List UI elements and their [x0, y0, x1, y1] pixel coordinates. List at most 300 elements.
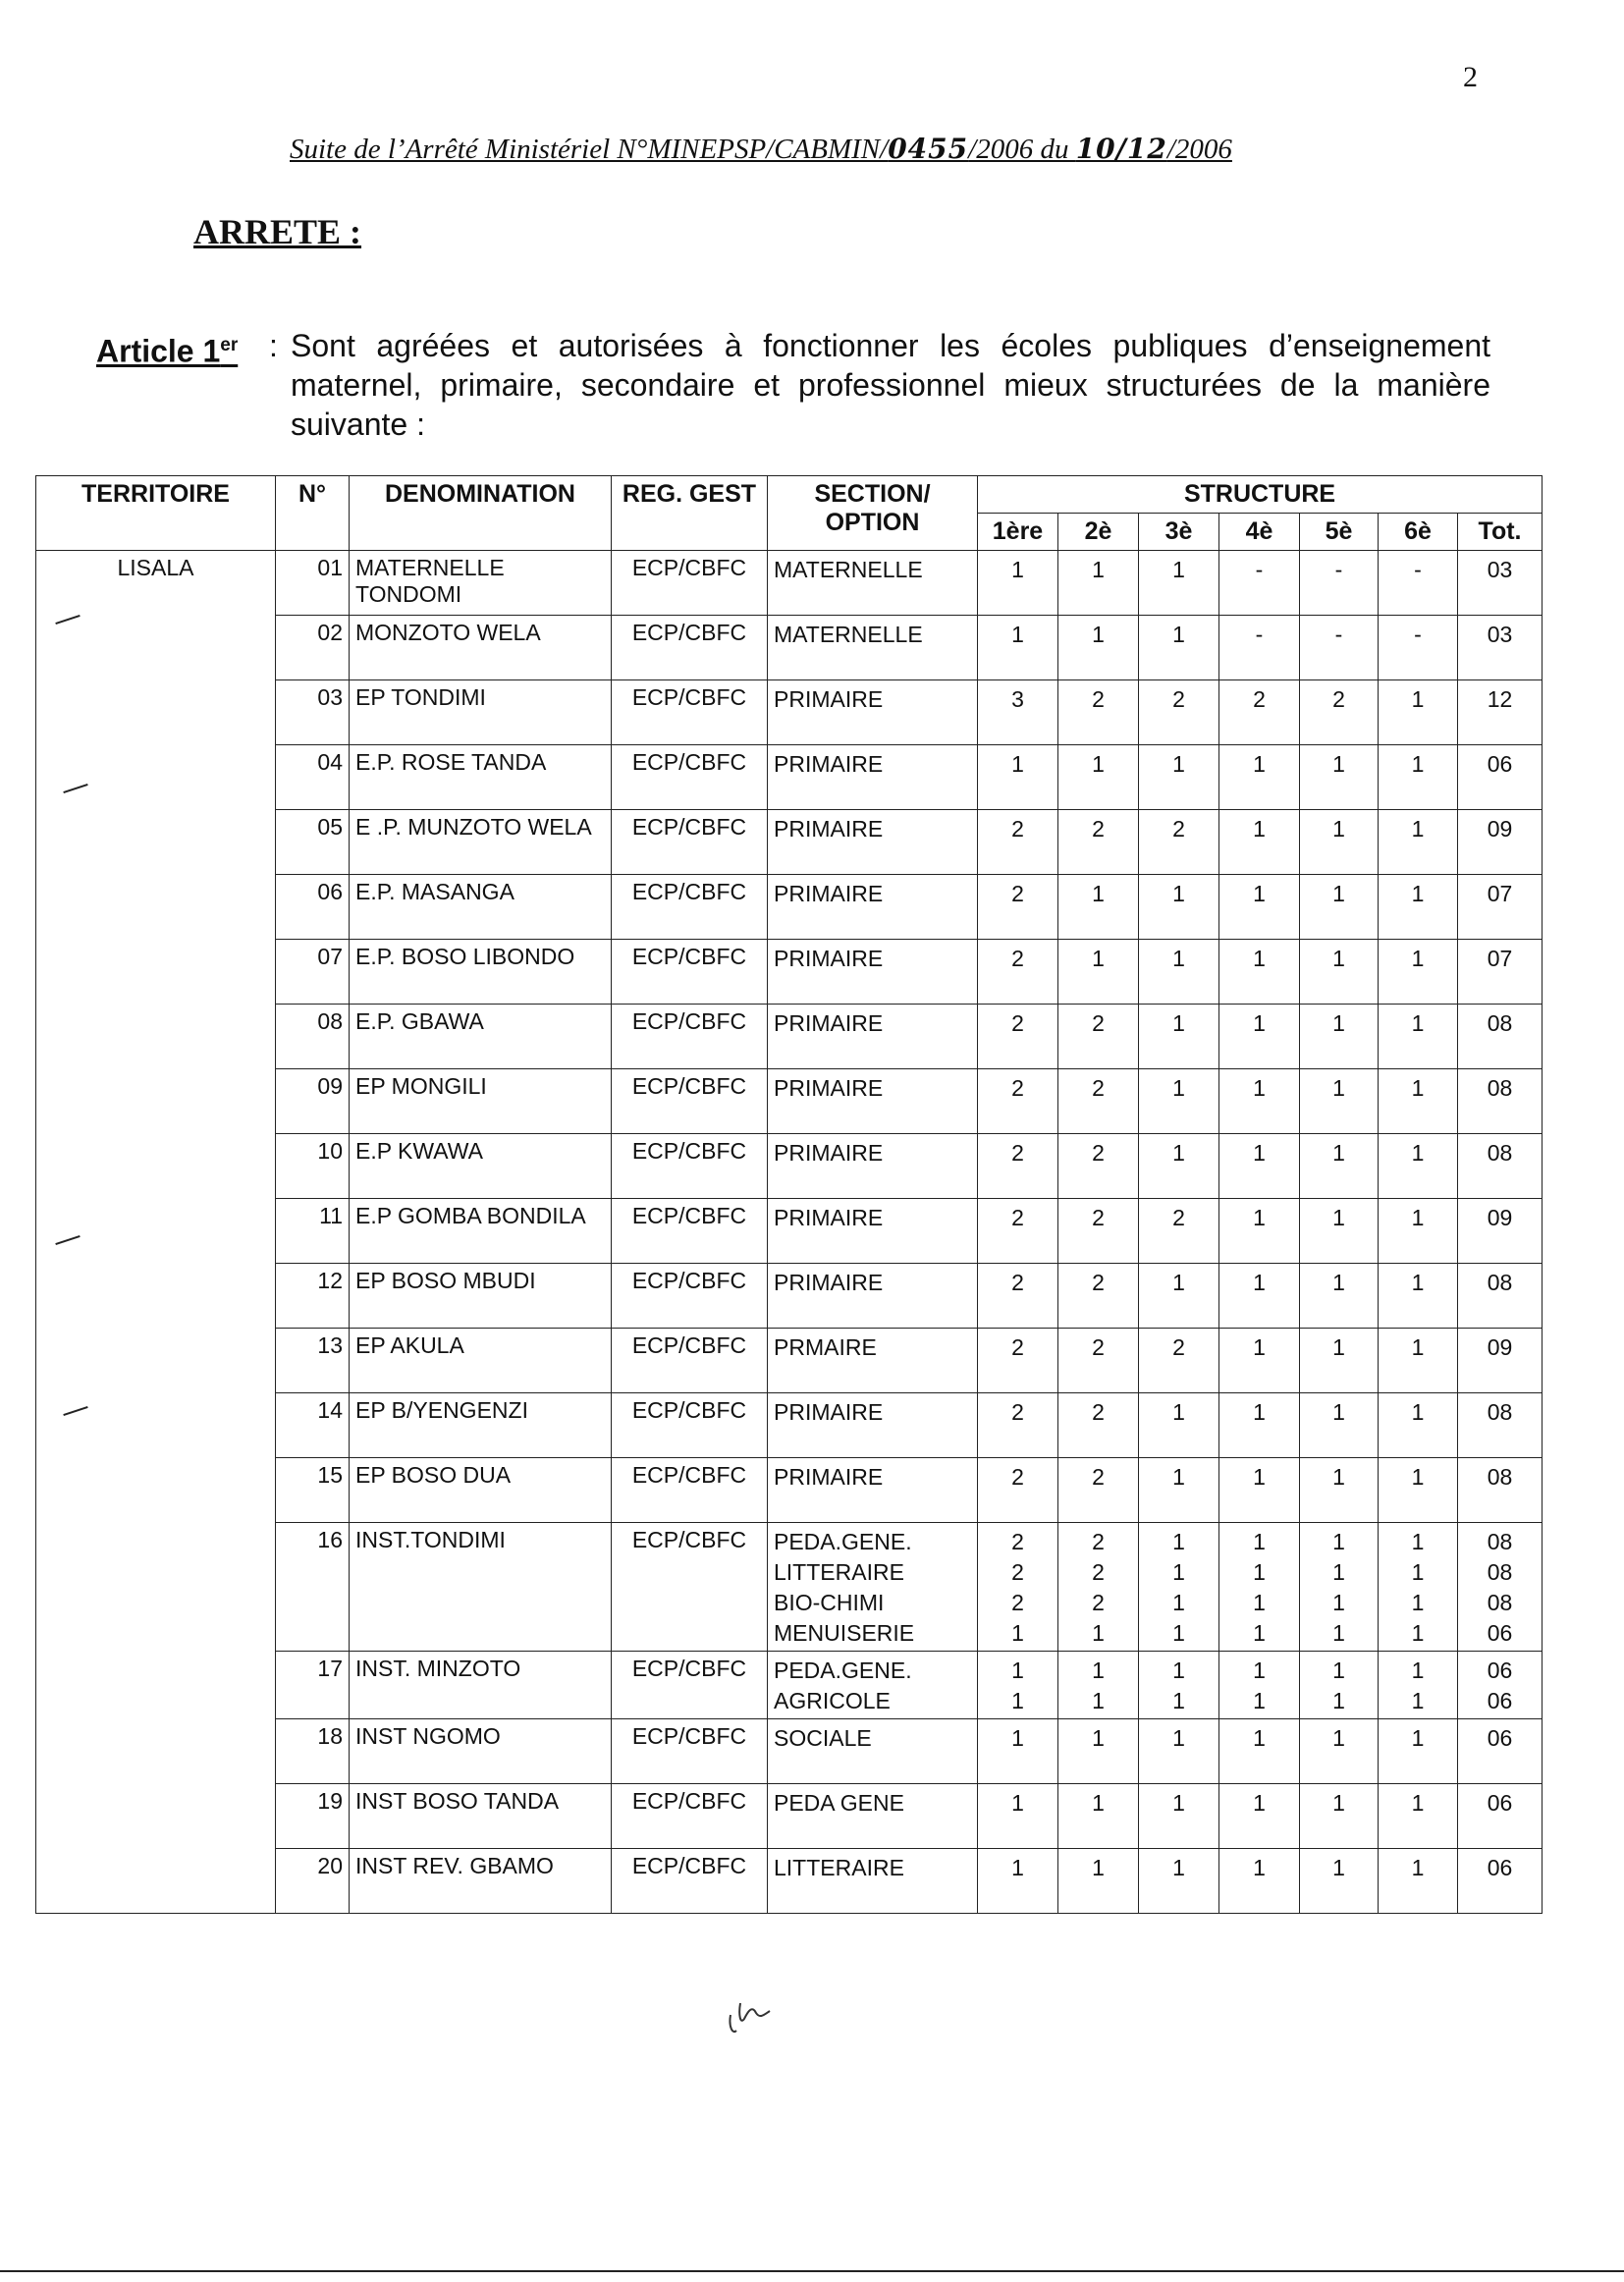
year-3-value: 1 [1172, 1620, 1185, 1646]
year-1-value: 2 [1011, 1334, 1024, 1360]
year-4-cell [1219, 1069, 1300, 1134]
school-name: E.P. MASANGA [350, 875, 612, 940]
year-2-cell [1058, 551, 1139, 616]
year-1-cell [978, 940, 1058, 1005]
year-5-value: 1 [1332, 1464, 1345, 1490]
year-2-cell [1058, 1069, 1139, 1134]
total-cell [1458, 810, 1543, 875]
year-3-value: 1 [1172, 1075, 1185, 1101]
school-name: E.P. BOSO LIBONDO [350, 940, 612, 1005]
header-section-option: SECTION/ OPTION [768, 476, 978, 551]
total-value: 07 [1487, 881, 1513, 906]
school-number: 17 [276, 1652, 350, 1719]
year-5-cell [1300, 1264, 1379, 1329]
year-3-cell [1139, 1264, 1219, 1329]
schools-structure-table [35, 475, 1543, 1914]
school-number: 10 [276, 1134, 350, 1199]
reg-gest: ECP/CBFC [612, 1523, 768, 1652]
year-6-value: 1 [1411, 1399, 1425, 1425]
total-value: 08 [1487, 1464, 1513, 1490]
total-value: 06 [1487, 751, 1513, 777]
year-6-value: 1 [1411, 1010, 1425, 1036]
reg-gest: ECP/CBFC [612, 551, 768, 616]
reg-gest: ECP/CBFC [612, 680, 768, 745]
section-option-cell [768, 551, 978, 616]
header-year-6: 6è [1379, 514, 1458, 551]
year-6-value: 1 [1411, 946, 1425, 971]
year-1-value: 2 [1011, 946, 1024, 971]
year-4-cell [1219, 1849, 1300, 1914]
school-name: E.P GOMBA BONDILA [350, 1199, 612, 1264]
year-5-value: 1 [1332, 1010, 1345, 1036]
year-3-cell [1139, 1784, 1219, 1849]
year-2-value: 1 [1092, 1657, 1105, 1683]
year-2-value: 2 [1092, 1334, 1105, 1360]
total-value: 06 [1487, 1657, 1513, 1683]
year-5-cell [1300, 940, 1379, 1005]
total-value: 12 [1487, 686, 1513, 712]
total-cell [1458, 1264, 1543, 1329]
total-cell [1458, 1329, 1543, 1393]
total-value: 08 [1487, 1529, 1513, 1554]
school-number: 16 [276, 1523, 350, 1652]
section-option-cell [768, 1393, 978, 1458]
year-1-cell [978, 1458, 1058, 1523]
school-number: 09 [276, 1069, 350, 1134]
year-6-cell [1379, 1134, 1458, 1199]
year-4-cell [1219, 1652, 1300, 1719]
section-option-cell [768, 1134, 978, 1199]
year-4-value: 1 [1253, 1725, 1266, 1751]
year-1-cell [978, 1134, 1058, 1199]
year-2-value: 2 [1092, 1559, 1105, 1585]
page-bottom-rule [0, 2270, 1624, 2272]
year-5-value: 1 [1332, 1399, 1345, 1425]
year-6-value: 1 [1411, 1620, 1425, 1646]
year-2-value: 2 [1092, 1205, 1105, 1230]
year-6-cell [1379, 1329, 1458, 1393]
year-6-value: 1 [1411, 1855, 1425, 1880]
reg-gest: ECP/CBFC [612, 1199, 768, 1264]
year-5-cell [1300, 1069, 1379, 1134]
territoire-cell: LISALA [36, 551, 276, 1914]
year-4-value: 1 [1253, 1529, 1266, 1554]
school-number: 01 [276, 551, 350, 616]
section-option-value: PRIMAIRE [774, 1399, 884, 1425]
year-3-value: 1 [1172, 881, 1185, 906]
year-3-value: 2 [1172, 1334, 1185, 1360]
year-2-cell [1058, 1784, 1139, 1849]
year-1-value: 2 [1011, 1559, 1024, 1585]
reg-gest: ECP/CBFC [612, 616, 768, 680]
school-name: EP BOSO DUA [350, 1458, 612, 1523]
year-1-cell [978, 810, 1058, 875]
header-year-1: 1ère [978, 514, 1058, 551]
year-2-value: 1 [1092, 1725, 1105, 1751]
reg-gest: ECP/CBFC [612, 1719, 768, 1784]
year-6-value: 1 [1411, 1334, 1425, 1360]
year-6-value: - [1414, 557, 1422, 582]
total-value: 08 [1487, 1270, 1513, 1295]
section-option-value: PRIMAIRE [774, 751, 884, 777]
year-1-value: 1 [1011, 1855, 1024, 1880]
section-option-value: MATERNELLE [774, 557, 923, 582]
year-3-cell [1139, 745, 1219, 810]
reg-gest: ECP/CBFC [612, 1005, 768, 1069]
year-2-value: 2 [1092, 1590, 1105, 1615]
year-5-cell [1300, 551, 1379, 616]
section-option-cell [768, 616, 978, 680]
year-2-cell [1058, 680, 1139, 745]
year-5-value: 1 [1332, 1140, 1345, 1166]
year-2-value: 2 [1092, 1399, 1105, 1425]
year-2-cell [1058, 1849, 1139, 1914]
year-1-cell [978, 1005, 1058, 1069]
school-number: 13 [276, 1329, 350, 1393]
reg-gest: ECP/CBFC [612, 1329, 768, 1393]
header-total: Tot. [1458, 514, 1543, 551]
article-1 [96, 326, 1490, 444]
total-value: 06 [1487, 1620, 1513, 1646]
year-2-cell [1058, 1264, 1139, 1329]
year-4-cell [1219, 1719, 1300, 1784]
year-5-value: 1 [1332, 1620, 1345, 1646]
section-option-cell [768, 1784, 978, 1849]
year-1-cell [978, 1523, 1058, 1652]
year-3-value: 1 [1172, 1529, 1185, 1554]
total-cell [1458, 1199, 1543, 1264]
reg-gest: ECP/CBFC [612, 1784, 768, 1849]
year-5-cell [1300, 1523, 1379, 1652]
school-number: 11 [276, 1199, 350, 1264]
year-2-cell [1058, 1719, 1139, 1784]
section-option-value: PRIMAIRE [774, 881, 884, 906]
total-cell [1458, 1069, 1543, 1134]
section-option-cell [768, 1005, 978, 1069]
year-1-value: 2 [1011, 1270, 1024, 1295]
year-6-cell [1379, 680, 1458, 745]
year-3-value: 1 [1172, 1855, 1185, 1880]
year-1-cell [978, 1199, 1058, 1264]
reg-gest: ECP/CBFC [612, 1849, 768, 1914]
year-3-value: 1 [1172, 1464, 1185, 1490]
section-option-value: PEDA.GENE. [774, 1657, 912, 1683]
year-2-value: 1 [1092, 1855, 1105, 1880]
section-option-value: LITTERAIRE [774, 1855, 904, 1880]
year-5-value: 1 [1332, 1657, 1345, 1683]
year-1-cell [978, 1264, 1058, 1329]
total-value: 08 [1487, 1010, 1513, 1036]
article-label [96, 326, 238, 371]
year-6-value: 1 [1411, 1529, 1425, 1554]
year-1-value: 2 [1011, 1075, 1024, 1101]
reg-gest: ECP/CBFC [612, 1134, 768, 1199]
article-label-sup: er [220, 335, 239, 355]
year-1-value: 1 [1011, 751, 1024, 777]
article-colon: : [269, 328, 278, 363]
year-1-cell [978, 1329, 1058, 1393]
year-6-value: 1 [1411, 1559, 1425, 1585]
year-5-value: 1 [1332, 1855, 1345, 1880]
year-6-cell [1379, 1069, 1458, 1134]
reg-gest: ECP/CBFC [612, 745, 768, 810]
school-name: EP MONGILI [350, 1069, 612, 1134]
year-3-cell [1139, 680, 1219, 745]
year-4-cell [1219, 1264, 1300, 1329]
year-5-cell [1300, 680, 1379, 745]
year-3-cell [1139, 1199, 1219, 1264]
year-1-cell [978, 551, 1058, 616]
year-6-cell [1379, 1719, 1458, 1784]
school-name: EP BOSO MBUDI [350, 1264, 612, 1329]
year-5-cell [1300, 1134, 1379, 1199]
section-option-cell [768, 745, 978, 810]
school-number: 07 [276, 940, 350, 1005]
total-value: 08 [1487, 1399, 1513, 1425]
year-6-cell [1379, 1199, 1458, 1264]
year-3-value: 1 [1172, 1590, 1185, 1615]
year-5-value: 1 [1332, 1725, 1345, 1751]
year-6-cell [1379, 616, 1458, 680]
year-4-value: 1 [1253, 816, 1266, 842]
decree-date-handwritten: 10/12 [1075, 133, 1167, 165]
year-6-value: 1 [1411, 751, 1425, 777]
section-option-cell [768, 1523, 978, 1652]
total-cell [1458, 551, 1543, 616]
school-number: 02 [276, 616, 350, 680]
section-option-value: AGRICOLE [774, 1688, 891, 1713]
year-5-value: 1 [1332, 946, 1345, 971]
year-5-cell [1300, 1458, 1379, 1523]
year-5-cell [1300, 1719, 1379, 1784]
year-4-cell [1219, 940, 1300, 1005]
year-3-value: 1 [1172, 1790, 1185, 1816]
year-5-cell [1300, 875, 1379, 940]
year-5-value: 1 [1332, 751, 1345, 777]
year-5-value: 1 [1332, 1075, 1345, 1101]
decree-year-middle: /2006 du [968, 134, 1076, 165]
table-row [36, 551, 1543, 616]
total-value: 09 [1487, 816, 1513, 842]
year-3-cell [1139, 1005, 1219, 1069]
year-2-value: 1 [1092, 751, 1105, 777]
year-3-cell [1139, 1134, 1219, 1199]
year-1-value: 1 [1011, 622, 1024, 647]
year-1-cell [978, 616, 1058, 680]
year-4-cell [1219, 1134, 1300, 1199]
total-cell [1458, 1005, 1543, 1069]
section-option-value: PRIMAIRE [774, 1140, 884, 1166]
section-option-cell [768, 1199, 978, 1264]
school-number: 18 [276, 1719, 350, 1784]
year-1-value: 2 [1011, 1010, 1024, 1036]
year-4-value: 1 [1253, 1657, 1266, 1683]
reg-gest: ECP/CBFC [612, 1264, 768, 1329]
year-5-cell [1300, 1784, 1379, 1849]
section-option-value: SOCIALE [774, 1725, 872, 1751]
section-option-cell [768, 1329, 978, 1393]
year-3-cell [1139, 1069, 1219, 1134]
total-cell [1458, 875, 1543, 940]
year-1-cell [978, 1393, 1058, 1458]
year-5-value: 1 [1332, 1590, 1345, 1615]
year-3-value: 1 [1172, 1270, 1185, 1295]
total-cell [1458, 1784, 1543, 1849]
year-1-cell [978, 1849, 1058, 1914]
total-value: 06 [1487, 1790, 1513, 1816]
year-2-value: 1 [1092, 881, 1105, 906]
reg-gest: ECP/CBFC [612, 1652, 768, 1719]
year-4-value: 1 [1253, 1399, 1266, 1425]
year-1-value: 2 [1011, 1205, 1024, 1230]
year-5-value: 1 [1332, 816, 1345, 842]
year-1-value: 2 [1011, 881, 1024, 906]
section-option-value: PRIMAIRE [774, 686, 884, 712]
header-reg-gest: REG. GEST [612, 476, 768, 551]
section-option-value: PRIMAIRE [774, 1205, 884, 1230]
year-1-value: 2 [1011, 1464, 1024, 1490]
header-number: N° [276, 476, 350, 551]
school-name: E.P KWAWA [350, 1134, 612, 1199]
year-3-cell [1139, 1458, 1219, 1523]
total-value: 06 [1487, 1725, 1513, 1751]
total-cell [1458, 745, 1543, 810]
year-4-value: 1 [1253, 1205, 1266, 1230]
section-option-value: MATERNELLE [774, 622, 923, 647]
school-number: 03 [276, 680, 350, 745]
reg-gest: ECP/CBFC [612, 1393, 768, 1458]
year-2-value: 2 [1092, 686, 1105, 712]
total-value: 08 [1487, 1075, 1513, 1101]
year-1-value: 1 [1011, 1725, 1024, 1751]
year-4-value: 1 [1253, 1464, 1266, 1490]
school-name: EP TONDIMI [350, 680, 612, 745]
year-3-value: 1 [1172, 1725, 1185, 1751]
year-3-value: 1 [1172, 1657, 1185, 1683]
total-value: 03 [1487, 622, 1513, 647]
year-4-value: 1 [1253, 881, 1266, 906]
total-cell [1458, 1652, 1543, 1719]
year-6-cell [1379, 810, 1458, 875]
total-value: 09 [1487, 1205, 1513, 1230]
section-option-value: BIO-CHIMI [774, 1590, 885, 1615]
table-body [36, 551, 1543, 1914]
year-3-value: 1 [1172, 1688, 1185, 1713]
section-option-value: MENUISERIE [774, 1620, 915, 1646]
year-3-cell [1139, 1652, 1219, 1719]
year-1-value: 2 [1011, 1399, 1024, 1425]
total-value: 08 [1487, 1140, 1513, 1166]
year-6-cell [1379, 1784, 1458, 1849]
year-2-value: 1 [1092, 946, 1105, 971]
year-2-value: 2 [1092, 1140, 1105, 1166]
year-4-cell [1219, 810, 1300, 875]
school-name: EP B/YENGENZI [350, 1393, 612, 1458]
year-4-cell [1219, 1393, 1300, 1458]
year-2-cell [1058, 1523, 1139, 1652]
school-number: 06 [276, 875, 350, 940]
year-4-value: 1 [1253, 946, 1266, 971]
total-value: 09 [1487, 1334, 1513, 1360]
school-name: INST BOSO TANDA [350, 1784, 612, 1849]
year-4-value: 1 [1253, 1334, 1266, 1360]
school-name: INST NGOMO [350, 1719, 612, 1784]
year-3-value: 2 [1172, 1205, 1185, 1230]
year-3-value: 1 [1172, 751, 1185, 777]
year-3-value: 1 [1172, 1010, 1185, 1036]
year-2-value: 1 [1092, 1790, 1105, 1816]
year-4-cell [1219, 1458, 1300, 1523]
header-year-2: 2è [1058, 514, 1139, 551]
year-3-cell [1139, 1523, 1219, 1652]
year-3-cell [1139, 1719, 1219, 1784]
year-6-cell [1379, 1458, 1458, 1523]
year-6-cell [1379, 1849, 1458, 1914]
year-3-value: 2 [1172, 686, 1185, 712]
year-1-value: 1 [1011, 1688, 1024, 1713]
year-5-cell [1300, 1849, 1379, 1914]
year-6-value: 1 [1411, 1075, 1425, 1101]
year-4-cell [1219, 616, 1300, 680]
school-name: E.P. ROSE TANDA [350, 745, 612, 810]
article-text: Sont agréées et autorisées à fonctionner les écoles publiques d’enseignement maternel, primaire, secondaire et professionnel mieux structurées de la manière suivante : [291, 328, 1490, 442]
year-2-cell [1058, 940, 1139, 1005]
header-year-3: 3è [1139, 514, 1219, 551]
year-1-value: 2 [1011, 1590, 1024, 1615]
year-5-value: 1 [1332, 1205, 1345, 1230]
year-1-cell [978, 1719, 1058, 1784]
year-1-cell [978, 1784, 1058, 1849]
year-3-cell [1139, 875, 1219, 940]
year-6-cell [1379, 1264, 1458, 1329]
year-4-value: 1 [1253, 1075, 1266, 1101]
total-value: 08 [1487, 1590, 1513, 1615]
total-value: 06 [1487, 1688, 1513, 1713]
year-6-cell [1379, 1523, 1458, 1652]
header-structure: STRUCTURE [978, 476, 1543, 514]
year-5-cell [1300, 1199, 1379, 1264]
section-option-cell [768, 1458, 978, 1523]
year-1-cell [978, 745, 1058, 810]
year-4-cell [1219, 745, 1300, 810]
year-4-cell [1219, 1523, 1300, 1652]
section-option-cell [768, 1069, 978, 1134]
year-4-cell [1219, 680, 1300, 745]
article-label-text: Article 1 [96, 333, 221, 369]
year-4-value: 1 [1253, 1590, 1266, 1615]
year-2-cell [1058, 1199, 1139, 1264]
year-5-cell [1300, 1005, 1379, 1069]
section-option-value: PEDA GENE [774, 1790, 904, 1816]
total-cell [1458, 1134, 1543, 1199]
year-2-value: 2 [1092, 816, 1105, 842]
section-option-cell [768, 1719, 978, 1784]
year-5-value: 1 [1332, 1529, 1345, 1554]
reg-gest: ECP/CBFC [612, 875, 768, 940]
total-cell [1458, 616, 1543, 680]
signature-initials-icon [719, 1976, 807, 2044]
year-3-value: 1 [1172, 1559, 1185, 1585]
year-4-value: 1 [1253, 751, 1266, 777]
year-4-value: 1 [1253, 1620, 1266, 1646]
year-5-cell [1300, 616, 1379, 680]
school-name: INST. MINZOTO [350, 1652, 612, 1719]
year-6-value: 1 [1411, 1464, 1425, 1490]
year-3-value: 1 [1172, 622, 1185, 647]
school-number: 12 [276, 1264, 350, 1329]
year-3-value: 1 [1172, 557, 1185, 582]
year-4-value: 2 [1253, 686, 1266, 712]
